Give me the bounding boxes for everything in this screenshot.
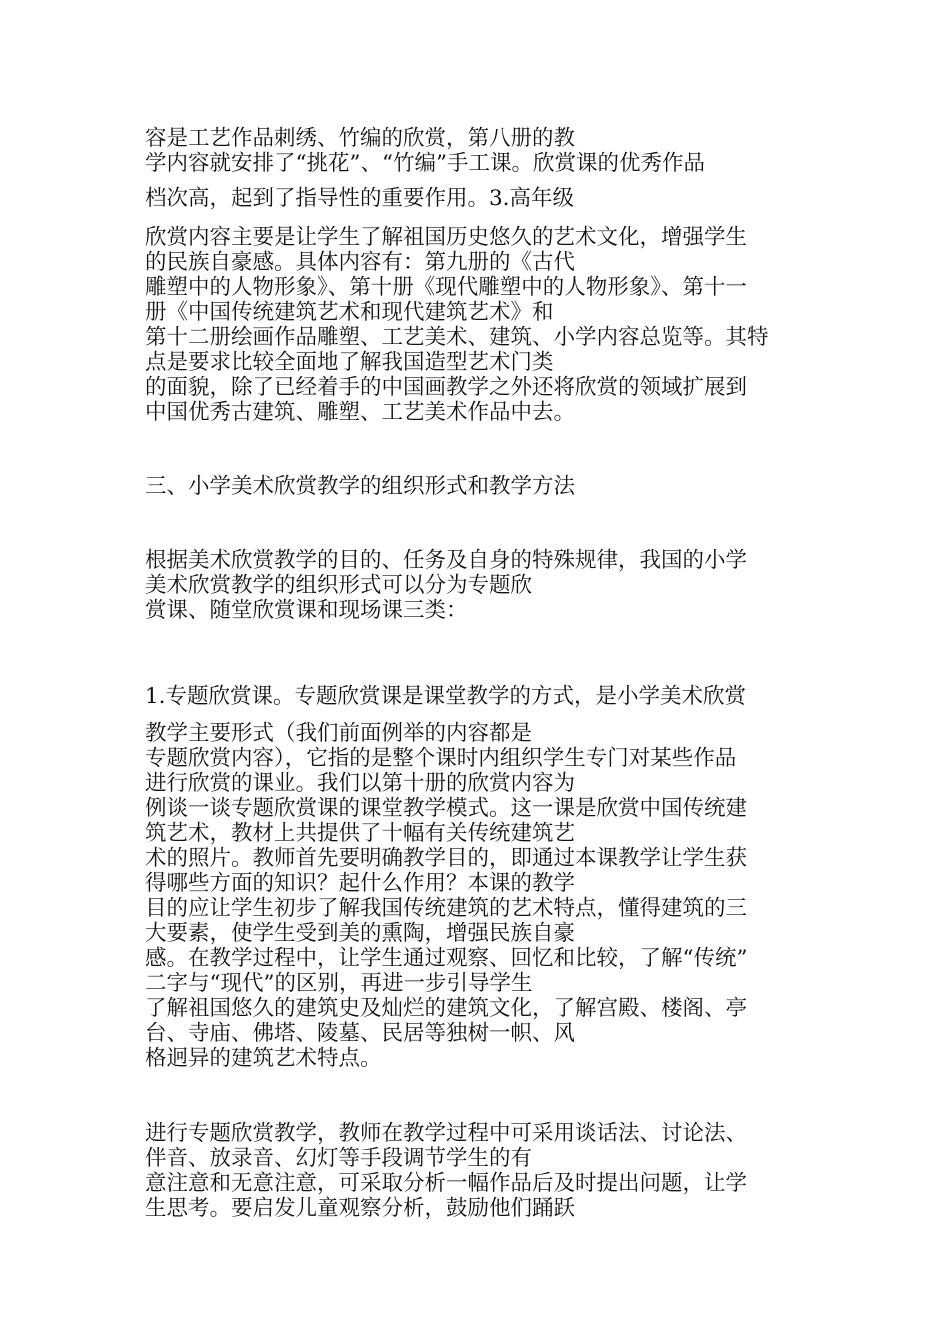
text-line: 第十二册绘画作品雕塑、工艺美术、建筑、小学内容总览等。其特 bbox=[145, 325, 769, 350]
text-line: 进行专题欣赏教学，教师在教学过程中可采用谈话法、讨论法、 bbox=[145, 1121, 748, 1146]
text-line: 术的照片。教师首先要明确教学目的，即通过本课教学让学生获 bbox=[145, 846, 748, 871]
text-line: 容是工艺作品刺绣、竹编的欣赏，第八册的教 bbox=[145, 126, 576, 151]
text-line: 中国优秀古建筑、雕塑、工艺美术作品中去。 bbox=[145, 400, 576, 425]
text-line: 点是要求比较全面地了解我国造型艺术门类 bbox=[145, 350, 554, 375]
text-line: 意注意和无意注意，可采取分析一幅作品后及时提出问题，让学 bbox=[145, 1171, 748, 1196]
text-line: 格迥异的建筑艺术特点。 bbox=[145, 1046, 382, 1071]
text-line: 的民族自豪感。具体内容有：第九册的《古代 bbox=[145, 250, 576, 275]
text-line: 台、寺庙、佛塔、陵墓、民居等独树一帜、风 bbox=[145, 1021, 576, 1046]
text-line: 伴音、放录音、幻灯等手段调节学生的有 bbox=[145, 1146, 533, 1171]
text-line: 大要素，使学生受到美的熏陶，增强民族自豪 bbox=[145, 921, 576, 946]
text-line: 美术欣赏教学的组织形式可以分为专题欣 bbox=[145, 573, 533, 598]
text-line: 目的应让学生初步了解我国传统建筑的艺术特点，懂得建筑的三 bbox=[145, 896, 748, 921]
text-line: 专题欣赏内容），它指的是整个课时内组织学生专门对某些作品 bbox=[145, 746, 737, 771]
text-line: 进行欣赏的课业。我们以第十册的欣赏内容为 bbox=[145, 771, 576, 796]
text-line: 教学主要形式（我们前面例举的内容都是 bbox=[145, 721, 533, 746]
text-line: 档次高，起到了指导性的重要作用。3.高年级 bbox=[145, 186, 575, 211]
text-line: 根据美术欣赏教学的目的、任务及自身的特殊规律，我国的小学 bbox=[145, 548, 748, 573]
text-line: 1.专题欣赏课。专题欣赏课是课堂教学的方式，是小学美术欣赏 bbox=[145, 684, 747, 709]
text-line: 感。在教学过程中，让学生通过观察、回忆和比较，了解“传统” bbox=[145, 946, 748, 971]
text-line: 筑艺术，教材上共提供了十幅有关传统建筑艺 bbox=[145, 821, 576, 846]
text-line: 欣赏内容主要是让学生了解祖国历史悠久的艺术文化，增强学生 bbox=[145, 225, 748, 250]
text-line: 了解祖国悠久的建筑史及灿烂的建筑文化，了解宫殿、楼阁、亭 bbox=[145, 996, 748, 1021]
text-line: 生思考。要启发儿童观察分析，鼓励他们踊跃 bbox=[145, 1196, 576, 1221]
text-line: 雕塑中的人物形象》、第十册《现代雕塑中的人物形象》、第十一 bbox=[145, 275, 748, 300]
text-line: 二字与“现代”的区别，再进一步引导学生 bbox=[145, 971, 533, 996]
text-line: 赏课、随堂欣赏课和现场课三类： bbox=[145, 598, 468, 623]
text-line: 册《中国传统建筑艺术和现代建筑艺术》和 bbox=[145, 300, 554, 325]
text-line: 得哪些方面的知识？起什么作用？本课的教学 bbox=[145, 871, 576, 896]
text-line: 学内容就安排了“挑花”、“竹编”手工课。欣赏课的优秀作品 bbox=[145, 151, 705, 176]
text-line: 例谈一谈专题欣赏课的课堂教学模式。这一课是欣赏中国传统建 bbox=[145, 796, 748, 821]
section-heading: 三、小学美术欣赏教学的组织形式和教学方法 bbox=[145, 474, 576, 499]
text-line: 的面貌，除了已经着手的中国画教学之外还将欣赏的领域扩展到 bbox=[145, 375, 748, 400]
